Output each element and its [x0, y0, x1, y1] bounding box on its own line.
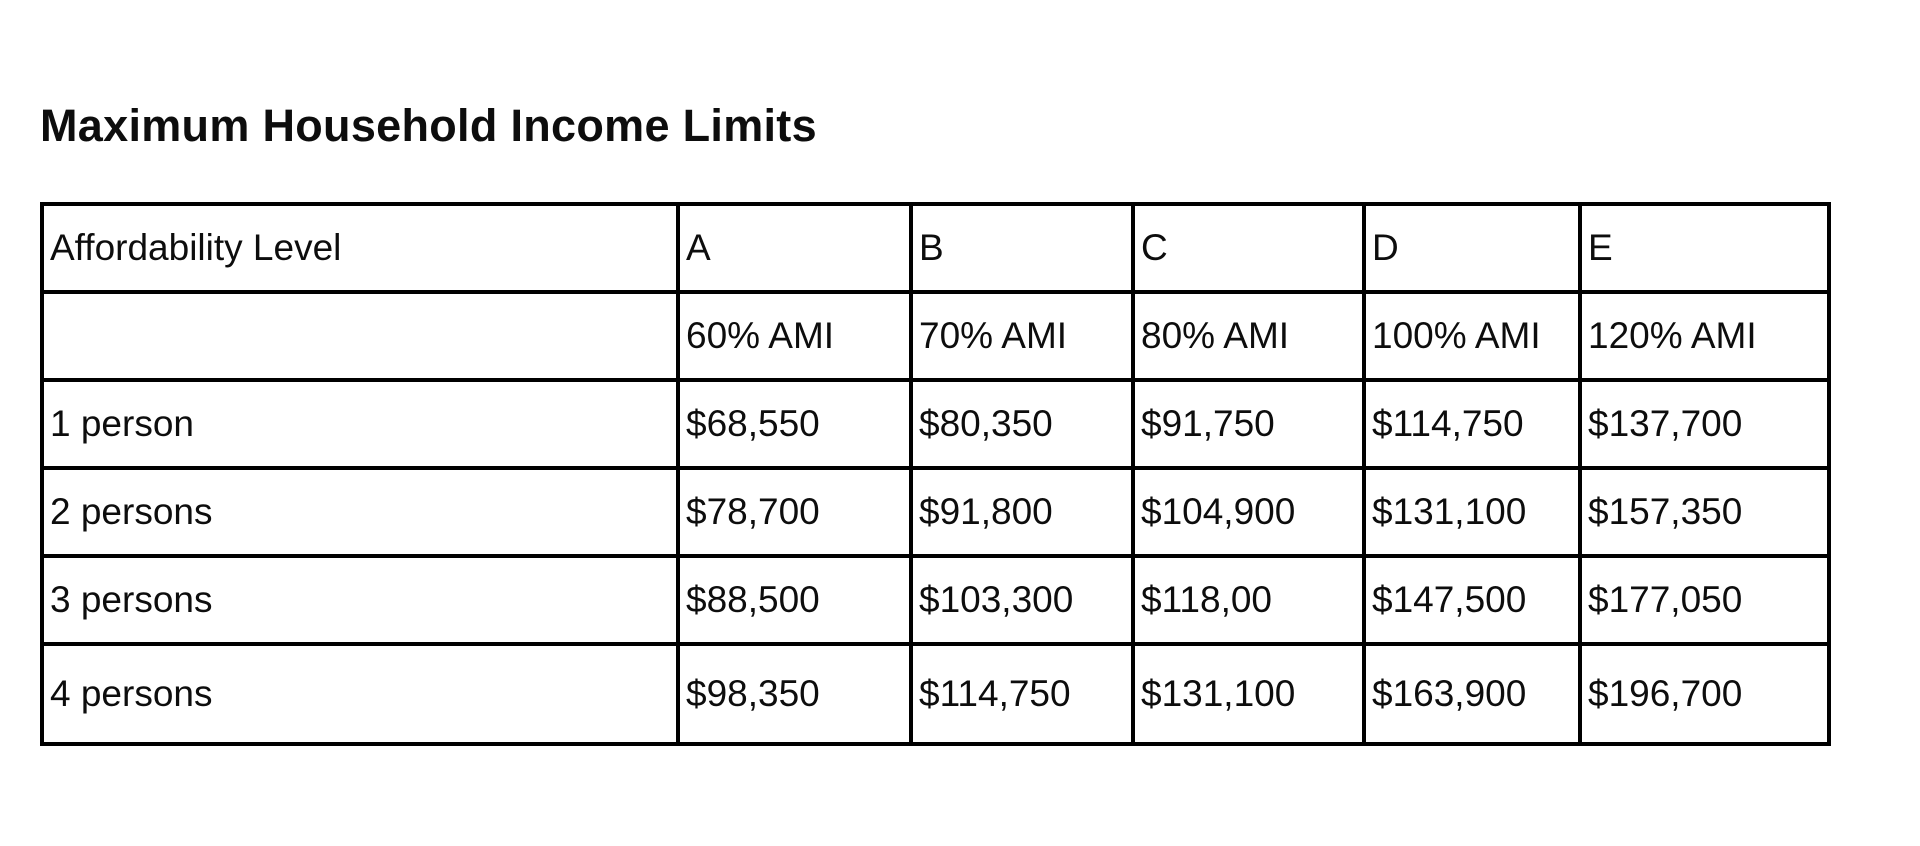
income-cell: $131,100 — [1133, 644, 1364, 744]
ami-cell: 120% AMI — [1580, 292, 1829, 380]
page-title: Maximum Household Income Limits — [40, 100, 817, 151]
level-a-header: A — [678, 204, 911, 292]
income-cell: $131,100 — [1364, 468, 1580, 556]
ami-row-label — [42, 292, 678, 380]
ami-cell: 60% AMI — [678, 292, 911, 380]
ami-row — [42, 292, 1829, 380]
income-cell: $157,350 — [1580, 468, 1829, 556]
level-b-header: B — [911, 204, 1133, 292]
income-cell: $114,750 — [911, 644, 1133, 744]
income-cell: $114,750 — [1364, 380, 1580, 468]
level-d-header: D — [1364, 204, 1580, 292]
ami-cell: 70% AMI — [911, 292, 1133, 380]
income-cell: $98,350 — [678, 644, 911, 744]
household-size-label: 1 person — [42, 380, 678, 468]
level-c-header: C — [1133, 204, 1364, 292]
income-cell: $196,700 — [1580, 644, 1829, 744]
affordability-level-label: Affordability Level — [42, 204, 678, 292]
income-cell: $80,350 — [911, 380, 1133, 468]
ami-cell: 80% AMI — [1133, 292, 1364, 380]
household-size-label: 4 persons — [42, 644, 678, 744]
income-cell: $88,500 — [678, 556, 911, 644]
income-cell: $91,750 — [1133, 380, 1364, 468]
income-cell: $91,800 — [911, 468, 1133, 556]
income-cell: $177,050 — [1580, 556, 1829, 644]
income-cell: $68,550 — [678, 380, 911, 468]
affordability-level-row — [42, 204, 1829, 292]
income-cell: $163,900 — [1364, 644, 1580, 744]
income-limits-table — [40, 202, 1831, 746]
income-cell: $104,900 — [1133, 468, 1364, 556]
income-cell: $147,500 — [1364, 556, 1580, 644]
table-row — [42, 556, 1829, 644]
table-row — [42, 468, 1829, 556]
level-e-header: E — [1580, 204, 1829, 292]
ami-cell: 100% AMI — [1364, 292, 1580, 380]
income-cell: $78,700 — [678, 468, 911, 556]
household-size-label: 2 persons — [42, 468, 678, 556]
income-cell: $137,700 — [1580, 380, 1829, 468]
table-row — [42, 644, 1829, 744]
income-cell: $118,00 — [1133, 556, 1364, 644]
household-size-label: 3 persons — [42, 556, 678, 644]
table-row — [42, 380, 1829, 468]
income-cell: $103,300 — [911, 556, 1133, 644]
